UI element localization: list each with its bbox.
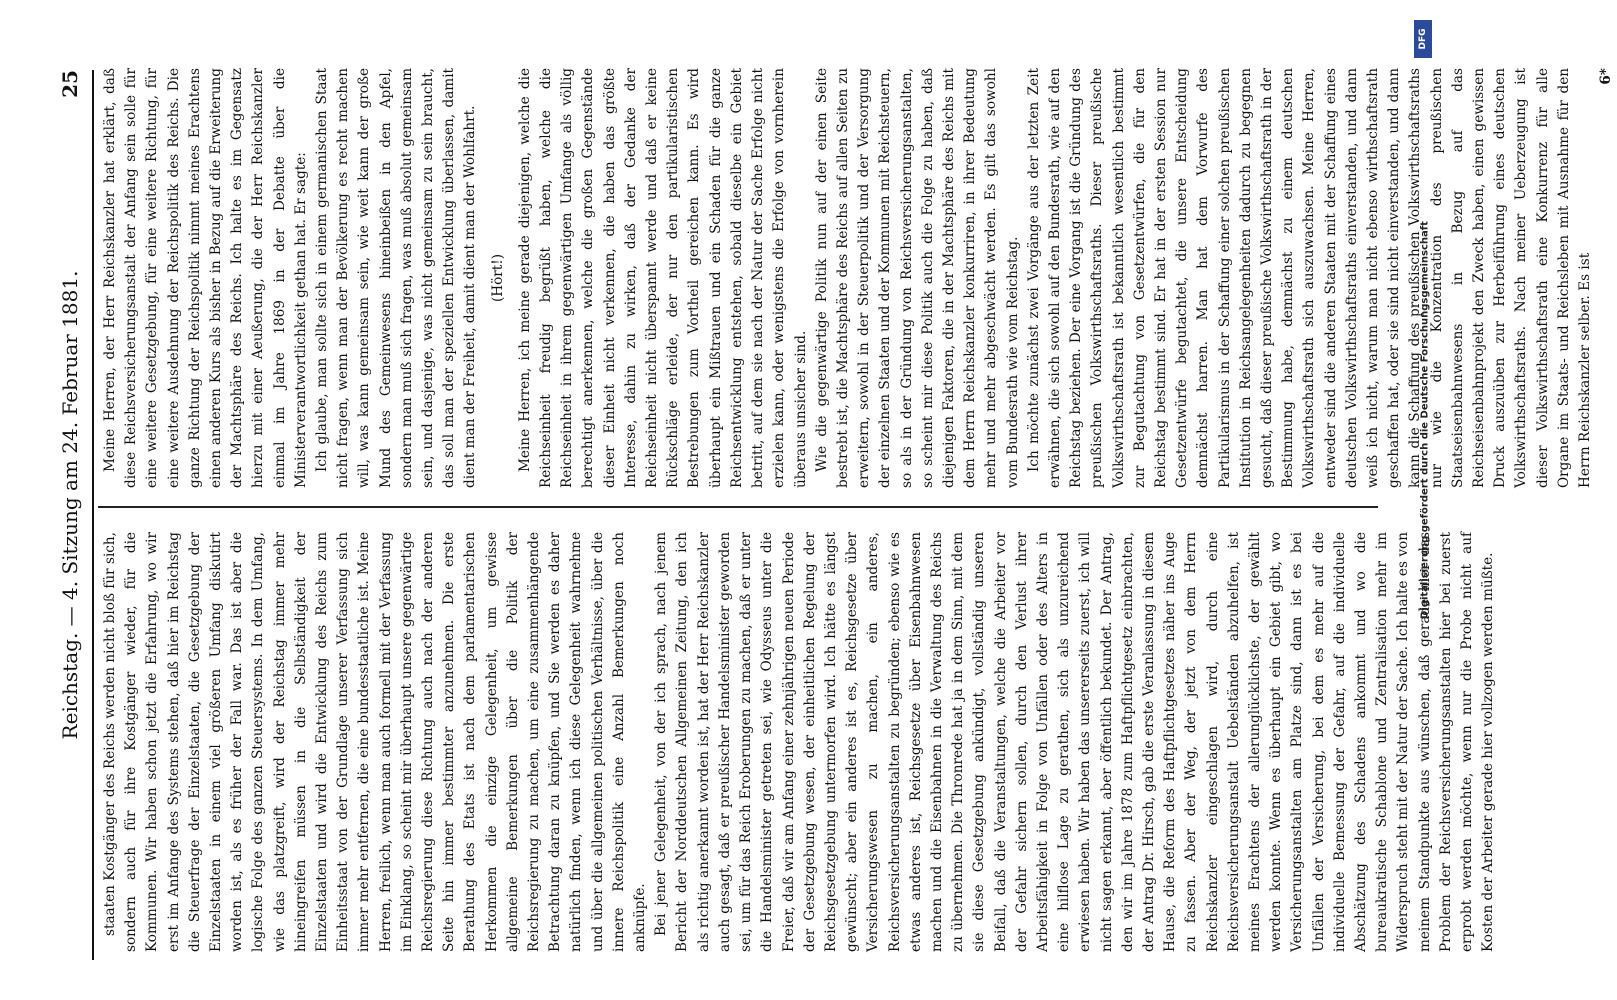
paragraph: staaten Kostgänger des Reichs werden nicht bloß für sich, sondern auch für ihre Kostgänger wieder, für die Kommunen. Wir haben schon jetzt die Erfahrung, wo wir erst im Anfange des Systems stehen, daß hier im Reichstag die Steuerfrage der Einzelstaaten, die Gesetzgebung der Einzelstaaten in einem viel größeren Umfang diskutirt worden ist, als es früher der Fall war. Das ist aber die logische Folge des ganzen Steuersystems. In dem Umfang, wie das platzgreift, wird der Reichstag immer mehr hineingreifen müssen in die Selbständigkeit der Einzelstaaten und wird die Entwicklung des Reichs zum Einheitsstaat von der Grundlage unserer Verfassung sich immer mehr entfernen, die eine bundesstaatliche ist. Meine Herren, freilich, wenn man auch formell mit der Verfassung im Einklang, so scheint mir überhaupt unsere gegenwärtige Reichsregierung diese Richtung auch nach der anderen Seite hin immer bestimmter anzunehmen. Die erste Berathung des Etats ist nach dem parlamentarischen Herkommen die einzige Gelegenheit, um gewisse allgemeine Bemerkungen über die Politik der Reichsregierung zu machen, um eine zusammenhängende Betrachtung daran zu knüpfen, und Sie werden es daher natürlich finden, wenn ich diese Gelegenheit wahrnehme und über die allgemeinen politischen Verhältnisse, über die innere Reichspolitik eine Anzahl Bemerkungen noch anknüpfe.: [102, 532, 649, 952]
running-header: [58, 70, 86, 940]
paragraph: Ich möchte zunächst zwei Vorgänge aus der letzten Zeit erwähnen, die sich sowohl auf den Bundesrath, wie auf den Reichstag beziehen. Der eine Vorgang ist die Gründung des preußischen Volkswirthschaftsraths. Dieser preußische Volkswirthschaftsrath ist bekanntlich wesentlich bestimmt zur Begutachtung von Gesetzentwürfen, die für den Reichstag bestimmt sind. Er hat in der ersten Session nur Gesetzentwürfe begutachtet, die unsere Entscheidung demnächst harren. Man hat dem Vorwurfe des Partikularismus in der Schaffung einer solchen preußischen Institution in Reichsangelegenheiten dadurch zu begegnen gesucht, daß dieser preußische Volkswirthschaftsrath in der Bestimmung habe, demnächst zu einem deutschen Volkswirthschaftsrath sich auszuwachsen. Meine Herren, entweder sind die anderen Staaten mit der Schaffung eines deutschen Volkswirthschaftsraths einverstanden, und dann weiß ich nicht, warum man nicht ebenso wirthschaftsrath geschaffen hat, oder sie sind nicht einverstanden, und dann kann die Schaffung des preußischen Volkswirthschaftsraths nur wie die Konzentration des preußischen Staatseisenbahnwesens in Bezug auf das Reichseisenbahnprojekt den Zweck haben, einen gewissen Druck auszuüben zur Herbeiführung eines deutschen Volkswirthschaftsraths. Nach meiner Ueberzeugung ist dieser Volkswirthschaftsrath eine Konkurrenz für alle Organe im Staats- und Reichsleben mit Ausnahme für den Herrn Reichskanzler selber. Es ist: [1025, 68, 1594, 488]
paragraph: Meine Herren, der Herr Reichskanzler hat erklärt, daß diese Reichsversicherungsanstalt der Anfang sein solle für eine weitere Gesetzgebung, für eine weitere Richtung, für eine weitere Ausdehnung der Reichspolitik des Reichs. Die ganze Richtung der Reichspolitik nimmt meines Erachtens einen anderen Kurs als bisher in Bezug auf die Erweiterung der Machtsphäre des Reichs. Ich halte es im Gegensatz hierzu mit einer Aeußerung, die der Herr Reichskanzler einmal im Jahre 1869 in der Debatte über die Ministerverantwortlichkeit gethan hat. Er sagte:: [102, 68, 309, 488]
dfg-logo: [1414, 20, 1432, 58]
text-column-left: [100, 532, 1499, 952]
dfg-logo-text: DFG: [1418, 28, 1428, 50]
digitization-credit: [1415, 150, 1435, 690]
paragraph: Meine Herren, ich meine gerade diejenigen, welche die Reichseinheit freudig begrüßt haben, welche die Reichseinheit in ihrem gegenwärtigen Umfange als völlig berechtigt anerkennen, welche die großen Gegenstände dieser Einheit nicht verkennen, die haben das größte Interesse, dahin zu wirken, daß der Gedanke der Reichseinheit nicht überspannt werde und daß er keine Rückschläge erleide, der nur den partikularistischen Bestrebungen zum Vortheil gereichen kann. Es wird überhaupt ein Mißtrauen und ein Schaden für die ganze Reichsentwicklung entstehen, sobald dieselbe ein Gebiet betritt, auf dem sie nach der Natur der Sache Erfolge nicht erzielen kann, oder wenigstens die Erfolge von vornherein überaus unsicher sind.: [516, 68, 809, 488]
paragraph: Wie die gegenwärtige Politik nun auf der einen Seite bestrebt ist, die Machtsphäre des Reichs auf allen Seiten zu erweitern, sowohl in der Steuerpolitik und der Versorgung der einzelnen Staaten und der Kommunen mit Reichsteuern, so als in der Gründung von Reichsversicherungsanstalten, so scheint mir diese Politik auch die Folge zu haben, daß diejenigen Faktoren, die in der Machtsphäre des Reichs mit dem Herrn Reichskanzler konkurriren, in ihrer Bedeutung mehr und mehr abgeschwächt werden. Es gilt das sowohl vom Bundesrath wie vom Reichstag.: [813, 68, 1021, 488]
quotation-paragraph: Ich glaube, man sollte sich in einem germanischen Staat nicht fragen, wenn man der Bevölkerung es recht machen will, was kann gemeinsam sein, wie weit kann der große Mund des Gemeinwesens hineinbeißen in den Apfel, sondern man muß sich fragen, was muß absolut gemeinsam sein, und dasjenige, was nicht gemeinsam zu sein braucht, das soll man der speziellen Entwicklung überlassen, damit dient man der Freiheit, damit dient man der Wohlfahrt.: [314, 68, 479, 488]
text-column-right: [100, 68, 1617, 488]
column-divider: [98, 506, 1378, 508]
page-header-title: Reichstag. — 4. Sitzung am 24. Februar 1881.: [58, 270, 82, 740]
credit-text: Digitalisierung gefördert durch die Deutsche Forschungsgemeinschaft: [1419, 221, 1431, 619]
paragraph: Bei jener Gelegenheit, von der ich sprach, nach jenem Bericht der Norddeutschen Allgemeinen Zeitung, den ich als richtig anerkannt worden ist, hat der Herr Reichskanzler auch gesagt, daß er preußischer Handelsminister geworden sei, um für das Reich Eroberungen zu machen, daß er unter die Handelsminister getreten sei, wie Odysseus unter die Freier, daß wir am Anfang einer zehnjährigen neuen Periode der Gesetzgebung wesen, der einheitlichen Regelung der Reichsgesetzgebung untermorfen wird. Ich hätte es längst gewünscht; aber ein anderes ist es, Reichsgesetze über Versicherungswesen zu machen, ein anderes, Reichsversicherungsanstalten zu begründen; ebenso wie es etwas anderes ist, Reichsgesetze über Eisenbahnwesen machen und die Eisenbahnen in die Verwaltung des Reichs zu übernehmen. Die Thronrede hat ja in dem Sinn, mit dem sie diese Gesetzgebung ankündigt, vollständig unseren Beifall, daß die Veranstaltungen, welche die Arbeiter vor der Gefahr sichern sollen, durch den Verlust ihrer Arbeitsfähigkeit in Folge von Unfällen oder des Alters in eine hilflose Lage zu gerathen, sich als unzureichend erwiesen haben. Wir haben das unsererseits zuerst, ich will nicht sagen erkannt, aber öffentlich bekundet. Der Antrag, den wir im Jahre 1878 zum Haftpflichtgesetz einbrachten, der Antrag Dr. Hirsch, gab die erste Veranlassung in diesem Hause, die Reform des Haftpflichtgesetzes näher ins Auge zu fassen. Aber der Weg, der jetzt von dem Herrn Reichskanzler eingeschlagen wird, durch eine Reichsversicherungsanstalt Uebelständen abzuhelfen, ist meines Erachtens der allerunglücklichste, der gewählt werden konnte. Wenn es überhaupt ein Gebiet gibt, wo Versicherungsanstalten am Platze sind, dann ist es bei Unfällen der Versicherung, bei dem es mehr auf die individuelle Bemessung der Gefahr, auf die individuelle Abschätzung des Schadens ankommt und wo die bureaukratische Schablone und Zentralisation mehr im Widerspruch steht mit der Natur der Sache. Ich halte es von meinem Standpunkte aus wünschen, daß gerade hier das Problem der Reichsversicherungsanstalten hier bei zuerst erprobt werden möchte, wenn nur die Probe nicht auf Kosten der Arbeiter gerade hier vollzogen werden müßte.: [653, 532, 1497, 952]
sheet-signature: 6*: [1598, 68, 1615, 85]
page-number: 25: [58, 70, 82, 98]
interjection: (Hört!): [489, 253, 506, 303]
header-rule: [92, 70, 94, 960]
